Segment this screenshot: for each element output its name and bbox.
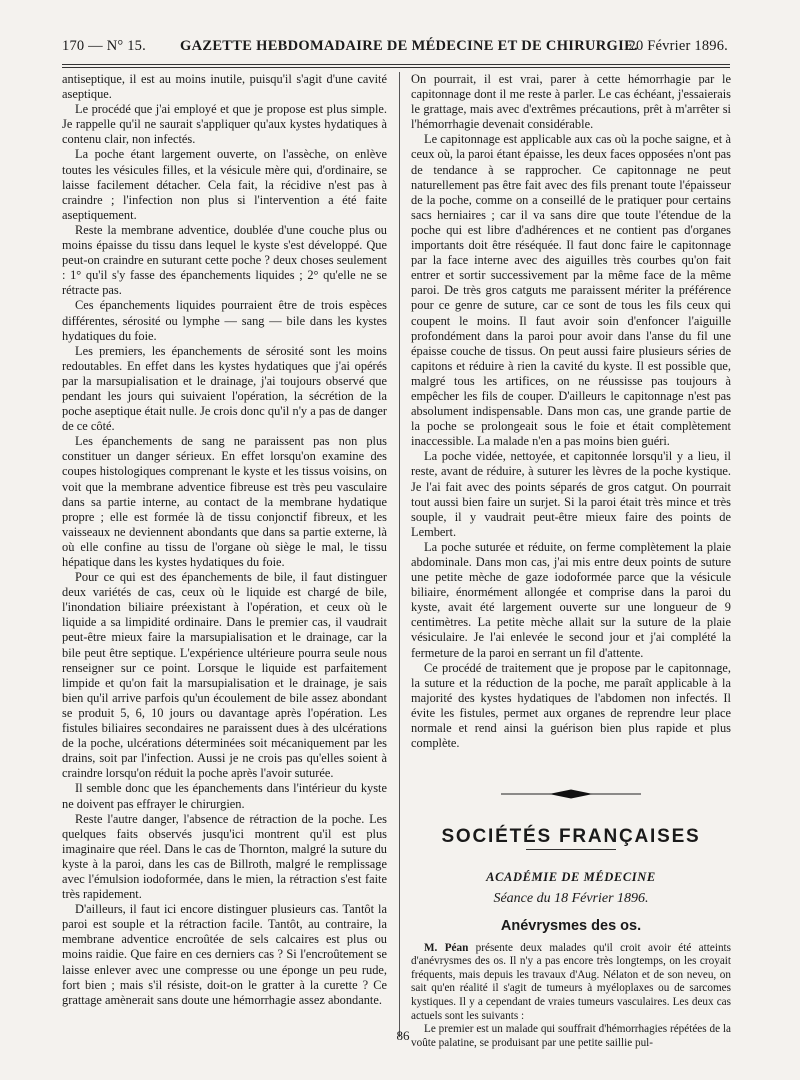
page-number: 86 (396, 1028, 410, 1043)
section-title-rule (526, 849, 616, 850)
header-rule-top (62, 64, 730, 65)
paragraph: La poche étant largement ouverte, on l'assèche, on enlève toutes les vésicules filles, et la vésicule mère qui, d'ordinaire, se laisse facilement détacher. Cela fait, la récidive n'est pas à craindre ; l'infection non plus si l'intervention a été faite aseptiquement. (62, 147, 387, 222)
article-paragraph: Le premier est un malade qui souffrait d'hémorrhagies répétées de la voûte palatine, se produisant par une petite saillie pul- (411, 1023, 731, 1049)
paragraph: Les épanchements de sang ne paraissent pas non plus constituer un danger sérieux. En effet lorsqu'on examine des coupes histologiques comprenant le kyste et les tissus voisins, on voit que la membrane adventice fibreuse est très peu vasculaire dans sa partie interne, au contact de la membrane hydatique propre ; elle est formée là de tissu conjonctif fibreux, et les vaisseaux ne deviennent abondants que dans sa partie externe, là où elle confine au tissu de l'organe où siège le mal, le tissu hépatique dans les kystes hydatiques du foie. (62, 434, 387, 569)
paragraph: Le procédé que j'ai employé et que je propose est plus simple. Je rappelle qu'il ne saurait s'appliquer qu'aux kystes hydatiques à contenu clair, non infectés. (62, 102, 387, 147)
paragraph: Ces épanchements liquides pourraient être de trois espèces différentes, sérosité ou lymphe — sang — bile dans les kystes hydatiques du foie. (62, 298, 387, 343)
right-column (411, 72, 731, 1049)
session-date: Séance du 18 Février 1896. (493, 891, 649, 907)
paragraph: La poche suturée et réduite, on ferme complètement la plaie abdominale. Dans mon cas, j'ai mis entre deux points de suture une petite mèche de gaze iodoformée parce que la vésicule biliaire, énormément allongée et comprise dans la paroi du kyste, avait été largement ouverte sur une longueur de 9 centimètres. La petite mèche allait sur la suture de la plaie vésiculaire. Je l'ai enlevée le second jour et j'ai complété la fermeture de la paroi en serrant un fil d'attente. (411, 539, 731, 660)
paragraph: antiseptique, il est au moins inutile, puisqu'il s'agit d'une cavité aseptique. (62, 72, 387, 102)
paragraph: Il semble donc que les épanchements dans l'intérieur du kyste ne doivent pas effrayer le chirurgien. (62, 781, 387, 811)
ornament-divider-icon (501, 789, 641, 799)
paragraph: Les premiers, les épanchements de sérosité sont les moins redoutables. En effet dans les kystes hydatiques que j'ai opérés par la marsupialisation et le drainage, j'ai toujours observé que pendant les jours qui suivaient l'opération, la sécrétion de la poche aseptique était nulle. Je crois donc qu'il n'y a pas de danger de ce côté. (62, 343, 387, 434)
article-title: Anévrysmes des os. (500, 917, 642, 934)
paragraph: On pourrait, il est vrai, parer à cette hémorrhagie par le capitonnage dont il me reste à parler. Le cas échéant, j'essaierais le grattage, mais avec d'extrêmes précautions, prêt à m'arrêter si l'hémorrhagie devenait considérable. (411, 72, 731, 132)
column-divider (399, 72, 400, 1037)
author-name: M. Péan (424, 941, 469, 954)
left-column (62, 72, 387, 1030)
paragraph: La poche vidée, nettoyée, et capitonnée lorsqu'il y a lieu, il reste, avant de réduire, à suturer les lèvres de la poche kystique. Je l'ai fait avec des points séparés de gros catgut. On pourrait tout aussi bien faire un surjet. Si la paroi était très mince et très souple, il y vaudrait peut-être mieux faire des points de Lembert. (411, 449, 731, 539)
running-header (62, 38, 728, 60)
academy-heading: ACADÉMIE DE MÉDECINE (486, 870, 656, 885)
issue-date: 20 Février 1896. (628, 38, 728, 54)
article-paragraph (411, 942, 731, 1024)
paragraph: Le capitonnage est applicable aux cas où la poche saigne, et à ceux où, la paroi étant épaisse, les deux faces opposées n'ont pas de tendance à se rapprocher. Ce capitonnage ne peut naturellement pas être fait avec des fils prenant toute l'épaisseur de la poche, comme on a conseillé de le pratiquer pour certains sacs herniaires ; car il va sans dire que toute l'étendue de la poche qui est libre d'adhérences et ne contient pas d'organes importants doit être réséquée. Il faut donc faire le capitonnage par la face interne avec des aiguilles très courbes qu'on fait entrer et sortir successivement par la même face de la même paroi. De très gros catguts me paraissent mériter la préférence pour ce genre de suture, car ce sont de tous les fils ceux qui coupent le moins. Il faut avoir soin d'enfoncer l'aiguille profondément dans la paroi pour avoir dans l'anse du fil une épaisse couche de tissus. On peut aussi faire plusieurs séries de capitons et réduire à rien la cavité du kyste. Il est possible que, malgré tous les artifices, on ne réussisse pas toujours à empêcher les fils de couper. D'ailleurs le capitonnage n'est pas absolument indispensable. Dans mon cas, une grande partie de la poche se prolongeait sous le foie et était complètement inaccessible. La malade n'en a pas moins bien guéri. (411, 132, 731, 449)
page-issue-number: 170 — N° 15. (62, 38, 146, 54)
paragraph: Reste l'autre danger, l'absence de rétraction de la poche. Les quelques faits observés jusqu'ici montrent qu'il est plus imaginaire que réel. Dans le cas de Thornton, malgré la suture du kyste à la paroi, dans les cas de Billroth, malgré le remplissage avec l'émulsion iodoformée, dans le mien, la rétraction s'est faite très rapidement. (62, 811, 387, 902)
article-text: présente deux malades qu'il croit avoir été atteints d'anévrysmes des os. Il n'y a pas encore très longtemps, on les croyait fréquents, mais depuis les travaux d'Aug. Nélaton et de son neveu, on sait qu'en réalité il s'agit de tumeurs à myéloplaxes ou de sarcomes kystiques. Il y a cependant de vraies tumeurs vasculaires. Les deux cas actuels sont les suivants : (411, 941, 731, 1022)
paragraph: Reste la membrane adventice, doublée d'une couche plus ou moins épaisse du tissu dans lequel le kyste s'est développé. Que peut-on craindre en suturant cette poche ? deux choses seulement : 1° qu'il s'y fasse des épanchements liquides ; 2° qu'elle ne se rétracte pas. (62, 222, 387, 298)
paragraph: D'ailleurs, il faut ici encore distinguer plusieurs cas. Tantôt la paroi est souple et la rétraction facile. Tantôt, au contraire, la membrane adventice encroûtée de sels calcaires est plus ou moins raidie. Que faire en ces derniers cas ? Si l'encroûtement se laisse enlever avec une compresse ou une éponge un peu rude, fort bien ; mais s'il résiste, doit-on le gratter à la curette ? Ce grattage amènerait sans doute une hémorrhagie assez abondante. (62, 902, 387, 1007)
journal-title: GAZETTE HEBDOMADAIRE DE MÉDECINE ET DE CHIRURGIE. (180, 38, 638, 54)
paragraph: Pour ce qui est des épanchements de bile, il faut distinguer deux variétés de cas, ceux où le liquide est chargé de bile, l'inondation biliaire préexistant à l'opération, et ceux où le liquide a sa limpidité ordinaire. Dans le premier cas, il vaudrait peut-être mieux faire la marsupialisation et le drainage, car la bile peut être septique. L'expérience ultérieure pourra seule nous renseigner sur ce point. Lorsque le liquide est parfaitement limpide et qu'on fait la marsupialisation et le drainage, je sais bien qu'il arrive parfois qu'un écoulement de bile assez abondant se produit 5, 6, 10 jours ou davantage après l'opération. Les fistules biliaires secondaires ne paraissent dues à des ulcérations de la poche, ulcérations déterminées soit mécaniquement par les drains, soit par l'infection. Aussi je ne crois pas qu'elles soient à craindre lorsqu'on réduit la poche après l'avoir suturée. (62, 570, 387, 781)
section-title: SOCIÉTÉS FRANÇAISES (441, 826, 701, 848)
header-rule-bottom (62, 67, 730, 68)
paragraph: Ce procédé de traitement que je propose par le capitonnage, la suture et la réduction de la poche, me paraît applicable à la majorité des kystes hydatiques de l'abdomen non infectés. Il évite les fistules, permet aux organes de reprendre leur place normale et rend ainsi la guérison bien plus rapide et plus complète. (411, 660, 731, 751)
